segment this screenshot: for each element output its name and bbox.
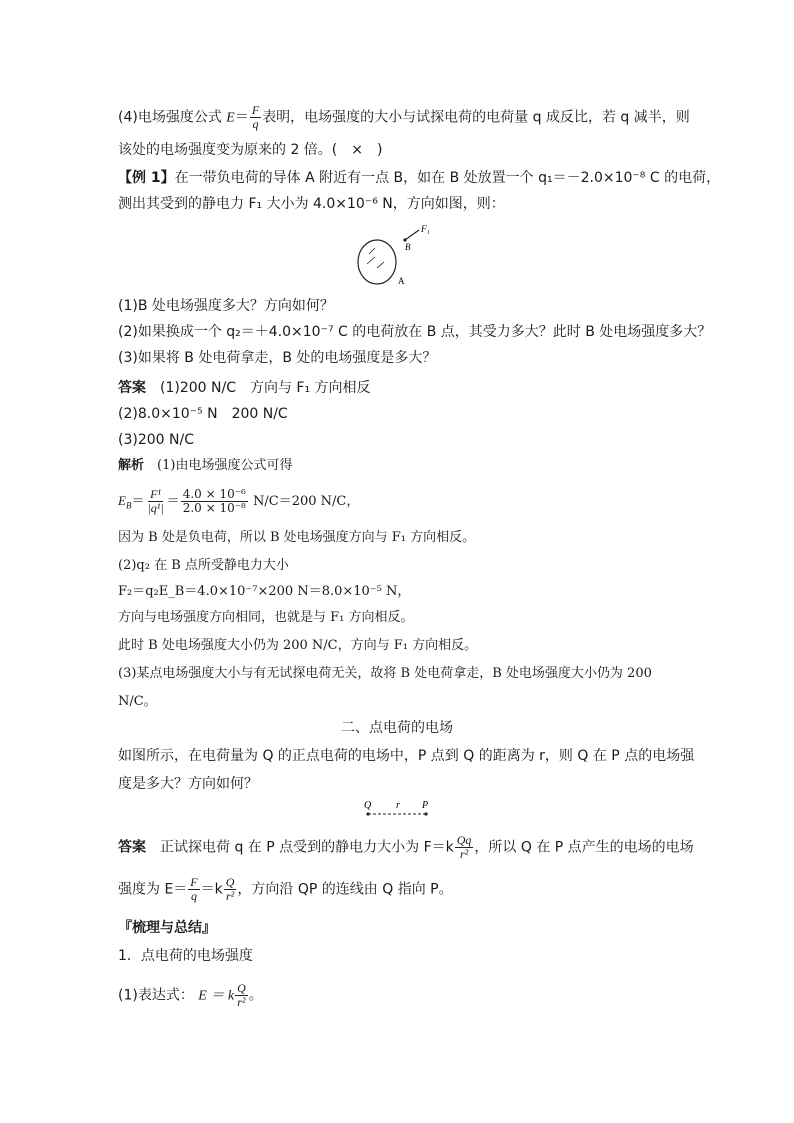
eb-result: N/C＝200 N/C， <box>253 494 360 509</box>
point-P <box>424 812 427 815</box>
fraction-F-over-q <box>188 876 199 903</box>
question-3: (3)如果将 B 处电荷拿走，B 处的电场强度是多大？ <box>118 350 437 366</box>
analysis-line5: F₂＝q₂E_B＝4.0×10⁻⁷×200 N＝8.0×10⁻⁵ N， <box>118 584 411 599</box>
section-paragraph-line2: 度是多大？方向如何？ <box>118 776 258 792</box>
fraction-numerator: Q <box>237 981 246 995</box>
symbol-E: E <box>118 493 126 508</box>
fraction-denominator: r² <box>237 995 246 1009</box>
example-1-line1 <box>118 168 720 188</box>
summary-expression <box>118 982 263 1009</box>
hatch-mark <box>369 248 375 254</box>
symbol-E: E <box>226 110 235 126</box>
analysis-line3: 因为 B 处是负电荷，所以 B 处电场强度方向与 F₁ 方向相反。 <box>118 530 476 545</box>
statement-4 <box>118 104 690 131</box>
equals-sign: ＝ <box>234 109 249 126</box>
answer-1: (1)200 N/C 方向与 F₁ 方向相反 <box>160 380 371 396</box>
example-tag: 【例 1】 <box>118 170 175 186</box>
expression-suffix: 。 <box>248 987 263 1004</box>
fraction-denominator: q <box>252 117 259 131</box>
fraction-Q-over-r2 <box>224 876 237 903</box>
conductor-outline <box>358 240 396 284</box>
hatch-mark <box>377 262 384 268</box>
eb-equation: $E_B=$ $\frac{\text{F¹}}{\text{|q¹|}}$ ＝ $\frac{\text{4.0 × 10⁻⁶}}{\text{2.0 × 10⁻⁸}}$ N/C＝200 N/C， <box>118 487 360 515</box>
analysis-line9: N/C。 <box>118 694 157 709</box>
example-1-line2: 测出其受到的静电力 F₁ 大小为 4.0×10⁻⁶ N，方向如图，则： <box>118 196 505 212</box>
answer2-label: 答案 <box>118 839 146 856</box>
analysis-line8: (3)某点电场强度大小与有无试探电荷无关，故将 B 处电荷拿走，B 处电场强度大小仍为 200 <box>118 666 652 681</box>
statement-4-suffix: 表明，电场强度的大小与试探电荷的电荷量 q 成反比，若 q 减半，则 <box>262 109 690 126</box>
section-heading: 二、点电荷的电场 <box>341 720 453 736</box>
answer-label: 答案 <box>118 380 146 396</box>
fraction-numerator: 4.0 × 10⁻⁶ <box>182 487 246 501</box>
statement-4-line2: 该处的电场强度变为原来的 2 倍。( × ) <box>118 142 383 158</box>
subscript-B: B <box>125 500 132 511</box>
answer2-text5: ，方向沿 QP 的连线由 Q 指向 P。 <box>237 881 453 898</box>
fraction-Q-over-r2 <box>235 982 248 1009</box>
conductor-figure <box>355 222 445 288</box>
fraction-numerator: F <box>251 103 260 117</box>
answer-2: (2)8.0×10⁻⁵ N 200 N/C <box>118 406 288 422</box>
summary-heading: 『梳理与总结』 <box>118 920 216 936</box>
answer2-text3: 强度为 E＝ <box>118 881 188 898</box>
answer2-text4: ＝k <box>200 881 223 898</box>
fraction-numerator: F¹ <box>150 487 162 501</box>
label-A: A <box>398 276 405 286</box>
analysis-label: 解析 <box>118 458 145 473</box>
label-F1: F₁ <box>421 224 430 234</box>
analysis-text: (1)由电场强度公式可得 <box>157 458 293 473</box>
question-1: (1)B 处电场强度多大？方向如何？ <box>118 298 334 314</box>
fraction-denominator: r² <box>459 847 469 861</box>
charge-distance-figure <box>360 798 440 820</box>
section-paragraph-line1: 如图所示，在电荷量为 Q 的正点电荷的电场中，P 点到 Q 的距离为 r，则 Q 在 P 点的电场强 <box>118 748 695 764</box>
statement-4-prefix: (4)电场强度公式 <box>118 109 227 126</box>
expression-E: E ＝ k <box>198 988 235 1004</box>
fraction-Qq-over-r2 <box>455 834 474 861</box>
analysis-line7: 此时 B 处电场强度大小仍为 200 N/C，方向与 F₁ 方向相反。 <box>118 638 478 653</box>
fraction-numerator: Qq <box>456 833 472 847</box>
fraction-F-over-q <box>250 104 261 131</box>
fraction-values <box>181 488 248 515</box>
fraction-F1-over-q1 <box>145 488 165 515</box>
label-B: B <box>405 242 411 252</box>
example-text: 在一带负电荷的导体 A 附近有一点 B，如在 B 处放置一个 q₁＝－2.0×10⁻⁸ C 的电荷， <box>174 170 721 186</box>
expression-prefix: (1)表达式： <box>118 987 194 1004</box>
fraction-denominator: r² <box>225 889 235 903</box>
answer-line1 <box>118 378 371 398</box>
fraction-numerator: Q <box>225 875 235 889</box>
answer2-text1: 正试探电荷 q 在 P 点受到的静电力大小为 F＝k <box>160 839 454 856</box>
answer2-text2: ，所以 Q 在 P 点产生的电场的电场 <box>474 839 694 856</box>
fraction-denominator: q <box>190 889 197 903</box>
hatch-mark <box>367 257 375 264</box>
force-vector-F1 <box>405 230 419 240</box>
answer2-line1 <box>118 834 694 861</box>
label-Q: Q <box>364 800 372 811</box>
label-r: r <box>396 800 400 811</box>
analysis-line6: 方向与电场强度方向相同，也就是与 F₁ 方向相反。 <box>118 610 414 625</box>
summary-item-1: 1．点电荷的电场强度 <box>118 948 253 964</box>
fraction-denominator: |q¹| <box>147 501 164 515</box>
analysis-line1 <box>118 456 292 476</box>
fraction-numerator: F <box>190 875 198 889</box>
answer-3: (3)200 N/C <box>118 432 194 448</box>
analysis-line4: (2)q₂ 在 B 点所受静电力大小 <box>118 558 289 573</box>
label-P: P <box>422 800 429 811</box>
answer2-line2 <box>118 876 453 903</box>
fraction-denominator: 2.0 × 10⁻⁸ <box>182 501 246 515</box>
question-2: (2)如果换成一个 q₂＝＋4.0×10⁻⁷ C 的电荷放在 B 点，其受力多大？此时 B 处电场强度多大？ <box>118 324 712 340</box>
